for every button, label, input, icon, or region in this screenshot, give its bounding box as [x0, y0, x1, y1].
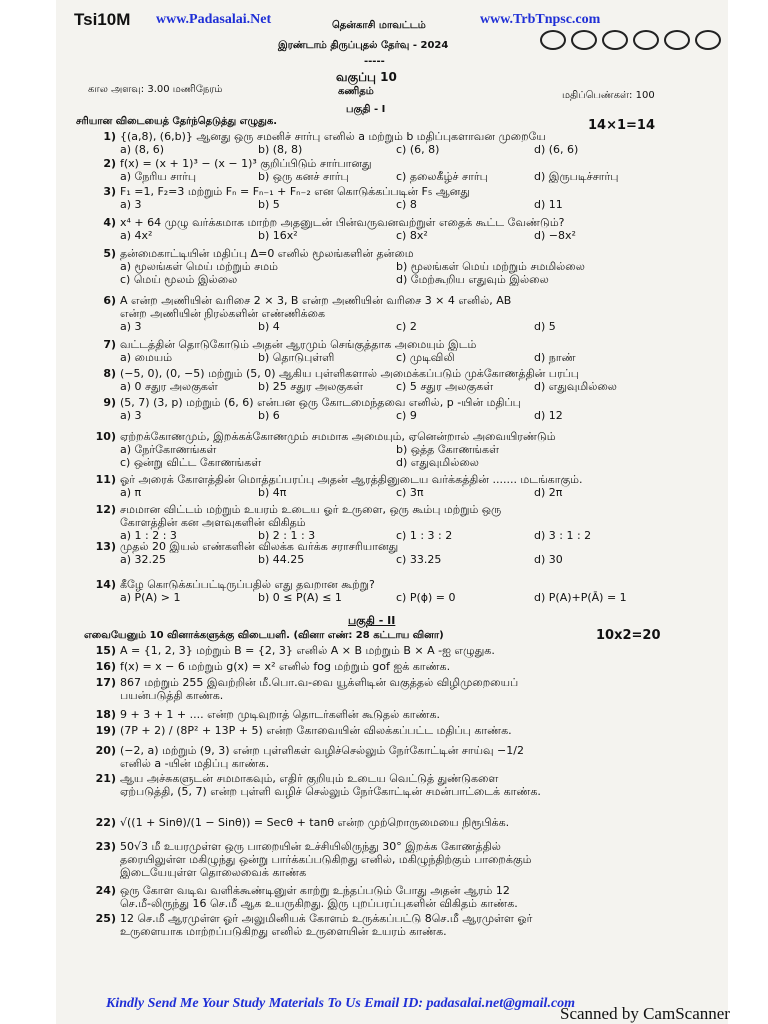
option-choice[interactable]: b) 4π	[258, 486, 287, 499]
option-row	[120, 198, 672, 211]
question-stem: {(a,8), (6,b)} ஆனது ஒரு சமனிச் சார்பு எனில் a மற்றும் b மதிப்புகளாவன முறையே	[120, 130, 546, 143]
option-choice[interactable]: b) (8, 8)	[258, 143, 303, 156]
question-stem-cont: கோளத்தின் கன அளவுகளின் விகிதம்	[120, 516, 306, 529]
question-number: 21)	[95, 772, 116, 785]
option-choice[interactable]: b) 0 ≤ P(A) ≤ 1	[258, 591, 342, 604]
question-stem-cont: செ.மீ-லிருந்து 16 செ.மீ ஆக உயருகிறது. இரு புறப்பரப்புகளின் விகிதம் காண்க.	[120, 897, 518, 910]
question-text	[86, 430, 556, 443]
question-stem: சமமான விட்டம் மற்றும் உயரம் உடைய ஓர் உருளை, ஒரு கூம்பு மற்றும் ஒரு	[120, 503, 502, 516]
question-stem: √((1 + Sinθ)/(1 − Sinθ)) = Secθ + tanθ என்ற முற்றொருமையை நிரூபிக்க.	[120, 816, 510, 829]
option-row	[120, 351, 672, 364]
question-stem: (5, 7) (3, p) மற்றும் (6, 6) என்பன ஒரு கோடமைந்தவை எனில், p -யின் மதிப்பு	[120, 396, 521, 409]
question-stem: x⁴ + 64 முழு வர்க்கமாக மாற்ற அதனுடன் பின்வருவனவற்றுள் எதைக் கூட்ட வேண்டும்?	[120, 216, 565, 229]
section1-marks: 14×1=14	[588, 118, 656, 133]
option-choice[interactable]: c) P(ϕ) = 0	[396, 591, 456, 604]
question-text	[86, 247, 414, 260]
scanner-watermark: Scanned by CamScanner	[560, 1004, 730, 1023]
option-choice[interactable]: d) 5	[534, 320, 556, 333]
option-row	[120, 229, 672, 242]
option-row	[120, 273, 672, 286]
register-bubble[interactable]	[633, 30, 659, 50]
question-stem: A என்ற அணியின் வரிசை 2 × 3, B என்ற அணியின் வரிசை 3 × 4 எனில், AB	[120, 294, 512, 307]
question-text	[86, 367, 579, 380]
question-stem: ஒரு கோள வடிவ வளிக்கூண்டினுள் காற்று உந்தப்படும் போது அதன் ஆரம் 12	[120, 884, 510, 897]
question-stem: f(x) = x − 6 மற்றும் g(x) = x² எனில் fog மற்றும் gof ஐக் காண்க.	[120, 660, 451, 673]
option-choice[interactable]: a) 32.25	[120, 553, 167, 566]
question-text	[86, 884, 510, 897]
option-choice[interactable]: c) (6, 8)	[396, 143, 440, 156]
option-choice[interactable]: d) P(A)+P(Ā) = 1	[534, 591, 627, 604]
question-number: 18)	[95, 708, 116, 721]
option-row	[120, 443, 672, 456]
option-choice[interactable]: b) 25 சதுர அலகுகள்	[258, 380, 364, 393]
subject-title: கணிதம்	[338, 86, 374, 97]
option-choice[interactable]: b) ஒத்த கோணங்கள்	[396, 443, 500, 456]
register-number-boxes	[540, 30, 721, 50]
question-text	[86, 724, 512, 737]
total-marks: மதிப்பெண்கள்: 100	[562, 90, 655, 101]
option-choice[interactable]: a) மையம்	[120, 351, 173, 364]
option-choice[interactable]: a) மூலங்கள் மெய் மற்றும் சமம்	[120, 260, 278, 273]
part-two-title: பகுதி - II	[348, 614, 396, 627]
trbtnpsc-url[interactable]: www.TrbTnpsc.com	[480, 12, 601, 27]
exam-title: இரண்டாம் திருப்புதல் தேர்வு - 2024	[278, 40, 449, 51]
question-text	[86, 338, 476, 351]
question-stem-cont: உருளையாக மாற்றப்படுகிறது எனில் உருளையின் உயரம் காண்க.	[120, 925, 447, 938]
question-number: 4)	[103, 216, 116, 229]
option-row	[120, 591, 672, 604]
question-text	[86, 744, 524, 757]
question-text	[86, 473, 583, 486]
question-stem: 9 + 3 + 1 + .... என்ற முடிவுறாத் தொடர்களின் கூடுதல் காண்க.	[120, 708, 441, 721]
option-choice[interactable]: d) 2π	[534, 486, 563, 499]
option-row	[120, 260, 672, 273]
time-allowed: கால அளவு: 3.00 மணிநேரம்	[88, 84, 223, 95]
question-text	[86, 816, 509, 829]
question-number: 22)	[95, 816, 116, 829]
question-stem-cont: பயன்படுத்தி காண்க.	[120, 689, 224, 702]
question-number: 20)	[95, 744, 116, 757]
question-stem-cont: எனில் a -யின் மதிப்பு காண்க.	[120, 757, 270, 770]
question-text	[86, 772, 498, 785]
option-choice[interactable]: c) முடிவிலி	[396, 351, 455, 364]
question-number: 23)	[95, 840, 116, 853]
question-text	[86, 294, 511, 307]
question-text	[86, 912, 532, 925]
option-choice[interactable]: a) நேரிய சார்பு	[120, 170, 197, 183]
question-text	[86, 708, 440, 721]
option-choice[interactable]: a) π	[120, 486, 142, 499]
question-text	[86, 660, 450, 673]
question-number: 1)	[103, 130, 116, 143]
question-number: 2)	[103, 157, 116, 170]
option-choice[interactable]: a) 4x²	[120, 229, 153, 242]
option-choice[interactable]: b) மூலங்கள் மெய் மற்றும் சமமில்லை	[396, 260, 585, 273]
option-row	[120, 456, 672, 469]
question-text	[86, 185, 470, 198]
question-text	[86, 676, 518, 689]
question-stem: f(x) = (x + 1)³ − (x − 1)³ குறிப்பிடும் சார்பானது	[120, 157, 372, 170]
option-choice[interactable]: b) 16x²	[258, 229, 298, 242]
register-bubble[interactable]	[571, 30, 597, 50]
question-stem: முதல் 20 இயல் எண்களின் விலக்க வர்க்க சராசரியானது	[120, 540, 399, 553]
question-stem-cont: என்ற அணியின் நிரல்களின் எண்ணிக்கை	[120, 307, 325, 320]
question-number: 12)	[95, 503, 116, 516]
option-choice[interactable]: c) 8x²	[396, 229, 428, 242]
option-choice[interactable]: d) −8x²	[534, 229, 576, 242]
question-text	[86, 396, 521, 409]
option-choice[interactable]: c) 1 : 3 : 2	[396, 529, 453, 542]
padasalai-url[interactable]: www.Padasalai.Net	[156, 12, 272, 27]
option-choice[interactable]: d) (6, 6)	[534, 143, 579, 156]
question-number: 14)	[95, 578, 116, 591]
question-number: 19)	[95, 724, 116, 737]
question-text	[86, 840, 501, 853]
footer-email-note[interactable]: Kindly Send Me Your Study Materials To Us Email ID: padasalai.net@gmail.com	[106, 996, 576, 1011]
option-choice[interactable]: b) ஒரு கனச் சார்பு	[258, 170, 349, 183]
question-stem: F₁ =1, F₂=3 மற்றும் Fₙ = Fₙ₋₁ + Fₙ₋₂ என கொடுக்கப்படின் F₅ ஆனது	[120, 185, 470, 198]
district-title: தென்காசி மாவட்டம்	[332, 20, 426, 31]
question-number: 11)	[95, 473, 116, 486]
option-choice[interactable]: c) 3π	[396, 486, 424, 499]
question-stem: (−5, 0), (0, −5) மற்றும் (5, 0) ஆகிய புள்ளிகளால் அமைக்கப்படும் முக்கோணத்தின் பரப்பு	[120, 367, 579, 380]
question-stem: 12 செ.மீ ஆரமுள்ள ஓர் அலுமினியக் கோளம் உருக்கப்பட்டு 8செ.மீ ஆரமுள்ள ஓர்	[120, 912, 533, 925]
option-choice[interactable]: a) 3	[120, 320, 142, 333]
option-choice[interactable]: c) 9	[396, 409, 417, 422]
option-row	[120, 170, 672, 183]
option-row	[120, 409, 672, 422]
question-number: 8)	[103, 367, 116, 380]
register-bubble[interactable]	[602, 30, 628, 50]
standard-title: வகுப்பு 10	[336, 70, 397, 84]
register-bubble[interactable]	[540, 30, 566, 50]
option-choice[interactable]: c) 33.25	[396, 553, 442, 566]
question-text	[86, 644, 495, 657]
register-bubble[interactable]	[695, 30, 721, 50]
option-row	[120, 380, 672, 393]
question-number: 10)	[95, 430, 116, 443]
question-stem: A = {1, 2, 3} மற்றும் B = {2, 3} எனில் A × B மற்றும் B × A -ஐ எழுதுக.	[120, 644, 495, 657]
question-text	[86, 216, 565, 229]
option-choice[interactable]: d) 3 : 1 : 2	[534, 529, 592, 542]
question-number: 25)	[95, 912, 116, 925]
question-stem-cont: ஏற்படுத்தி, (5, 7) என்ற புள்ளி வழிச் செல்லும் நேர்கோட்டின் சமன்பாட்டைக் காண்க.	[120, 785, 541, 798]
question-number: 13)	[95, 540, 116, 553]
option-choice[interactable]: c) 2	[396, 320, 417, 333]
paper-code: Tsi10M	[74, 10, 131, 29]
option-choice[interactable]: d) 12	[534, 409, 563, 422]
question-number: 24)	[95, 884, 116, 897]
option-choice[interactable]: d) மேற்கூறிய எதுவும் இல்லை	[396, 273, 549, 286]
option-choice[interactable]: a) 3	[120, 409, 142, 422]
option-row	[120, 143, 672, 156]
question-text	[86, 578, 375, 591]
question-number: 3)	[103, 185, 116, 198]
option-row	[120, 486, 672, 499]
question-stem-cont: இடையேயுள்ள தொலைவைக் காண்க	[120, 866, 307, 879]
section2-marks: 10x2=20	[596, 628, 661, 643]
question-stem: ஆய அச்சுகளுடன் சமமாகவும், எதிர் குறியும் உடைய வெட்டுத் துண்டுகளை	[120, 772, 499, 785]
option-choice[interactable]: c) ஒன்று விட்ட கோணங்கள்	[120, 456, 262, 469]
option-choice[interactable]: a) நேர்கோணங்கள்	[120, 443, 217, 456]
section1-instruction: சரியான விடையைத் தேர்ந்தெடுத்து எழுதுக.	[76, 116, 278, 127]
question-stem: ஏற்றக்கோணமும், இறக்கக்கோணமும் சமமாக அமையும், ஏனென்றால் அவையிரண்டும்	[120, 430, 556, 443]
option-choice[interactable]: c) மெய் மூலம் இல்லை	[120, 273, 238, 286]
option-choice[interactable]: a) 0 சதுர அலகுகள்	[120, 380, 218, 393]
option-choice[interactable]: a) 3	[120, 198, 142, 211]
option-choice[interactable]: b) 5	[258, 198, 280, 211]
option-choice[interactable]: c) 5 சதுர அலகுகள்	[396, 380, 494, 393]
option-choice[interactable]: d) எதுவுமில்லை	[396, 456, 479, 469]
question-text	[86, 540, 398, 553]
question-stem: 867 மற்றும் 255 இவற்றின் மீ.பொ.வ-வை யூக்ளிடின் வகுத்தல் விழிமுறையைப்	[120, 676, 519, 689]
question-number: 9)	[103, 396, 116, 409]
question-number: 15)	[95, 644, 116, 657]
question-number: 7)	[103, 338, 116, 351]
question-text	[86, 130, 546, 143]
question-stem: கீழே கொடுக்கப்பட்டிருப்பதில் எது தவறான கூற்று?	[120, 578, 375, 591]
option-choice[interactable]: b) 4	[258, 320, 280, 333]
question-number: 16)	[95, 660, 116, 673]
header-dashes: -----	[364, 56, 385, 67]
option-row	[120, 553, 672, 566]
option-choice[interactable]: b) 2 : 1 : 3	[258, 529, 316, 542]
part-one-title: பகுதி - I	[346, 104, 386, 115]
option-choice[interactable]: d) இருபடிச்சார்பு	[534, 170, 619, 183]
option-choice[interactable]: d) 30	[534, 553, 563, 566]
option-choice[interactable]: d) 11	[534, 198, 563, 211]
question-stem: 50√3 மீ உயரமுள்ள ஒரு பாறையின் உச்சியிலிருந்து 30° இறக்க கோணத்தில்	[120, 840, 501, 853]
question-stem: தன்மைகாட்டியின் மதிப்பு Δ=0 எனில் மூலங்களின் தன்மை	[120, 247, 414, 260]
option-choice[interactable]: a) (8, 6)	[120, 143, 165, 156]
option-choice[interactable]: b) 44.25	[258, 553, 305, 566]
section2-instruction: எவையேனும் 10 வினாக்களுக்கு விடையளி. (வினா எண்: 28 கட்டாய வினா)	[84, 630, 444, 641]
option-row	[120, 320, 672, 333]
option-choice[interactable]: b) தொடுபுள்ளி	[258, 351, 335, 364]
option-choice[interactable]: d) எதுவுமில்லை	[534, 380, 617, 393]
option-choice[interactable]: c) 8	[396, 198, 417, 211]
question-stem: (−2, a) மற்றும் (9, 3) என்ற புள்ளிகள் வழிச்செல்லும் நேர்கோட்டின் சாய்வு −1/2	[120, 744, 524, 757]
question-text	[86, 157, 372, 170]
question-text	[86, 503, 501, 516]
question-stem-cont: தரையிலுள்ள மகிழுந்து ஒன்று பார்க்கப்படுகிறது எனில், மகிழுந்திற்கும் பாறைக்கும்	[120, 853, 532, 866]
question-number: 17)	[95, 676, 116, 689]
option-choice[interactable]: b) 6	[258, 409, 280, 422]
option-choice[interactable]: c) தலைகீழ்ச் சார்பு	[396, 170, 488, 183]
option-choice[interactable]: a) P(A) > 1	[120, 591, 181, 604]
question-number: 5)	[103, 247, 116, 260]
question-stem: வட்டத்தின் தொடுகோடும் அதன் ஆரமும் செங்குத்தாக அமையும் இடம்	[120, 338, 477, 351]
question-stem: (7P + 2) / (8P² + 13P + 5) என்ற கோவையின் விலக்கப்பட்ட மதிப்பு காண்க.	[120, 724, 512, 737]
option-choice[interactable]: d) நாண்	[534, 351, 576, 364]
register-bubble[interactable]	[664, 30, 690, 50]
question-stem: ஓர் அரைக் கோளத்தின் மொத்தப்பரப்பு அதன் ஆரத்தினுடைய வர்க்கத்தின் ....... மடங்காகும்.	[120, 473, 583, 486]
question-number: 6)	[103, 294, 116, 307]
option-choice[interactable]: a) 1 : 2 : 3	[120, 529, 177, 542]
